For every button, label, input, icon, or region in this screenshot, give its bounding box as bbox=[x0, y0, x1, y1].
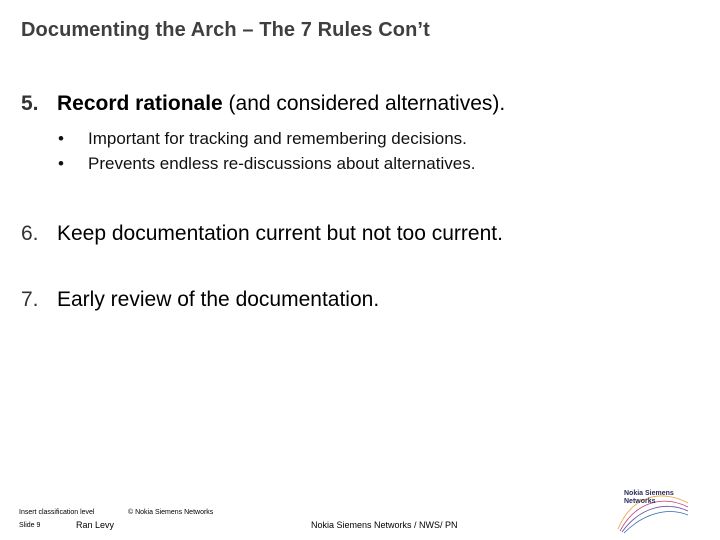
rule-5 bbox=[21, 92, 505, 116]
logo-line: Networks bbox=[624, 498, 656, 505]
rule-text-rest: (and considered alternatives). bbox=[222, 92, 506, 115]
bullet-icon: • bbox=[58, 129, 64, 148]
footer-org: Nokia Siemens Networks / NWS/ PN bbox=[311, 520, 458, 530]
footer-author: Ran Levy bbox=[76, 520, 115, 530]
logo-arc bbox=[624, 512, 688, 533]
rule-5-bullets bbox=[58, 126, 475, 176]
bullet-text: Prevents endless re-discussions about alternatives. bbox=[88, 154, 476, 173]
logo-wordmark bbox=[624, 490, 674, 506]
rule-number: 5. bbox=[21, 92, 39, 115]
bullet-icon: • bbox=[58, 154, 64, 173]
logo-line: Nokia Siemens bbox=[624, 490, 674, 497]
logo-arc bbox=[622, 506, 688, 532]
slide-title: Documenting the Arch – The 7 Rules Con’t bbox=[21, 19, 430, 41]
footer-slide-number: Slide 9 bbox=[19, 522, 41, 529]
rule-text: Early review of the documentation. bbox=[57, 288, 380, 311]
list-item bbox=[58, 126, 475, 151]
bullet-text: Important for tracking and remembering decisions. bbox=[88, 129, 467, 148]
rule-7 bbox=[21, 288, 379, 312]
footer-copyright: © Nokia Siemens Networks bbox=[128, 509, 214, 516]
rule-text: Keep documentation current but not too current. bbox=[57, 222, 503, 245]
list-item bbox=[58, 151, 475, 176]
rule-6 bbox=[21, 222, 503, 246]
rule-number: 6. bbox=[21, 222, 39, 245]
footer-classification: Insert classification level bbox=[19, 509, 95, 516]
rule-text-bold: Record rationale bbox=[57, 92, 223, 115]
rule-number: 7. bbox=[21, 288, 39, 311]
rule-text bbox=[57, 92, 505, 116]
